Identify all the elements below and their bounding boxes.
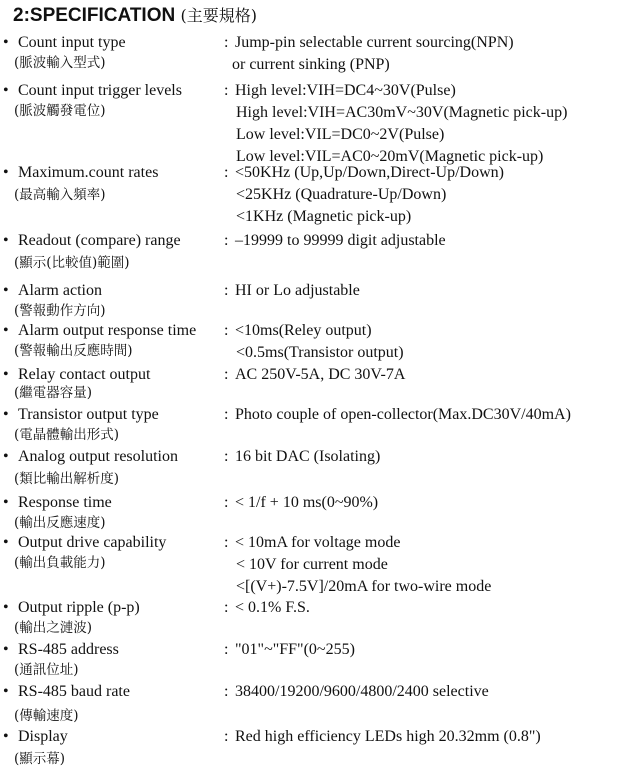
spec-value: AC 250V-5A, DC 30V-7A [235,366,406,383]
spec-value: Low level:VIL=DC0~2V(Pulse) [236,126,445,143]
spec-label: Maximum.count rates [18,164,159,181]
colon: : [224,34,229,51]
spec-label: Count input type [18,34,126,51]
spec-label: Count input trigger levels [18,82,182,99]
colon: : [224,599,229,616]
bullet: • [3,232,9,249]
spec-value: HI or Lo adjustable [235,282,360,299]
colon: : [224,494,229,511]
spec-value: Red high efficiency LEDs high 20.32mm (0.8") [235,728,541,745]
heading-title: 2:SPECIFICATION [13,5,176,26]
spec-label: RS-485 baud rate [18,683,130,700]
spec-label: Readout (compare) range [18,232,181,249]
spec-label-chinese: (類比輸出解析度) [14,471,120,487]
spec-label-chinese: (脈波觸發電位) [14,103,106,119]
spec-label-chinese: (輸出反應速度) [14,515,106,531]
bullet: • [3,34,9,51]
bullet: • [3,599,9,616]
spec-value: Photo couple of open-collector(Max.DC30V/40mA) [235,406,571,423]
spec-label-chinese: (顯示幕) [14,751,66,767]
spec-label-chinese: (繼電器容量) [14,385,93,401]
spec-value: <25KHz (Quadrature-Up/Down) [236,186,447,203]
spec-label-chinese: (脈波輸入型式) [14,55,106,71]
spec-label-chinese: (電晶體輸出形式) [14,427,120,443]
spec-value: or current sinking (PNP) [232,56,390,73]
spec-value: < 10V for current mode [236,556,388,573]
heading-subtitle: (主要規格) [180,6,257,25]
bullet: • [3,322,9,339]
colon: : [224,641,229,658]
spec-label-chinese: (輸出之漣波) [14,620,93,636]
spec-label-chinese: (警報輸出反應時間) [14,343,133,359]
spec-label: Response time [18,494,112,511]
spec-value: <1KHz (Magnetic pick-up) [236,208,412,225]
colon: : [224,232,229,249]
colon: : [224,728,229,745]
bullet: • [3,534,9,551]
spec-label: RS-485 address [18,641,119,658]
colon: : [224,534,229,551]
spec-value: <10ms(Reley output) [235,322,372,339]
bullet: • [3,641,9,658]
spec-label: Alarm output response time [18,322,197,339]
spec-label-chinese: (顯示(比較值)範圍) [14,255,130,271]
spec-label: Alarm action [18,282,102,299]
colon: : [224,164,229,181]
spec-label: Output ripple (p-p) [18,599,140,616]
spec-value: < 10mA for voltage mode [235,534,401,551]
colon: : [224,366,229,383]
spec-value: 38400/19200/9600/4800/2400 selective [235,683,489,700]
spec-value: High level:VIH=DC4~30V(Pulse) [235,82,456,99]
spec-label-chinese: (輸出負載能力) [14,555,106,571]
spec-label-chinese: (傳輸速度) [14,708,79,724]
spec-label-chinese: (通訊位址) [14,662,79,678]
bullet: • [3,82,9,99]
spec-label: Display [18,728,68,745]
spec-value: < 1/f + 10 ms(0~90%) [235,494,379,511]
spec-value: Low level:VIL=AC0~20mV(Magnetic pick-up) [236,148,544,165]
spec-value: <[(V+)-7.5V]/20mA for two-wire mode [236,578,492,595]
colon: : [224,448,229,465]
spec-value: <0.5ms(Transistor output) [236,344,404,361]
spec-value: < 0.1% F.S. [235,599,310,616]
spec-value: High level:VIH=AC30mV~30V(Magnetic pick-up) [236,104,568,121]
section-heading [13,3,257,27]
spec-label-chinese: (警報動作方向) [14,303,106,319]
bullet: • [3,448,9,465]
colon: : [224,683,229,700]
bullet: • [3,494,9,511]
spec-label-chinese: (最高輸入頻率) [14,187,106,203]
spec-value: Jump-pin selectable current sourcing(NPN) [235,34,514,51]
bullet: • [3,164,9,181]
spec-label: Output drive capability [18,534,167,551]
spec-label: Relay contact output [18,366,151,383]
colon: : [224,282,229,299]
spec-value: 16 bit DAC (Isolating) [235,448,381,465]
spec-label: Analog output resolution [18,448,178,465]
bullet: • [3,282,9,299]
colon: : [224,82,229,99]
bullet: • [3,683,9,700]
colon: : [224,322,229,339]
bullet: • [3,366,9,383]
spec-value: "01"~"FF"(0~255) [235,641,355,658]
spec-label: Transistor output type [18,406,159,423]
bullet: • [3,728,9,745]
spec-value: –19999 to 99999 digit adjustable [235,232,446,249]
bullet: • [3,406,9,423]
colon: : [224,406,229,423]
spec-value: <50KHz (Up,Up/Down,Direct-Up/Down) [235,164,504,181]
